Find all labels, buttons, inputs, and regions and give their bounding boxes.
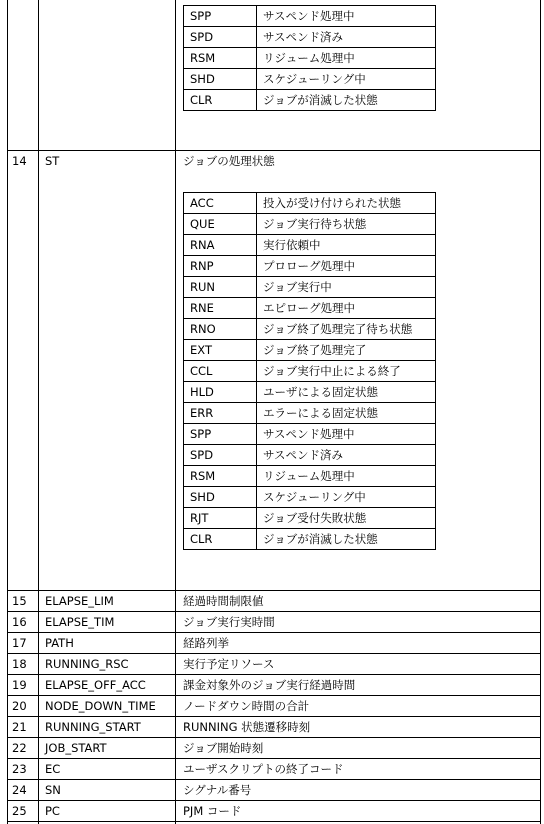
row-number: 17 [12,636,27,650]
st-status-desc: ジョブ終了処理完了待ち状態 [263,322,413,336]
st-status-code: RNO [190,322,216,336]
st-status-code: SPP [190,427,212,441]
row-description: 実行予定リソース [183,657,275,671]
st-status-code: SPD [190,448,214,462]
row-name: JOB_START [45,741,107,755]
row-14-name: ST [45,154,60,168]
row-description: RUNNING 状態遷移時刻 [183,720,311,734]
row-number: 20 [12,699,27,713]
row-number: 22 [12,741,27,755]
st-status-row-line [183,423,436,424]
top-status-row-line [183,110,436,111]
row-description: ノードダウン時間の合計 [183,699,310,713]
top-status-code: CLR [190,93,213,107]
st-status-desc: サスペンド処理中 [263,427,355,441]
row-name: PATH [45,636,74,650]
st-status-desc: リジューム処理中 [263,469,355,483]
table-row-divider [7,737,541,738]
top-status-desc: スケジューリング中 [263,72,366,86]
row-name: ELAPSE_LIM [45,594,114,608]
row-description: 経路列挙 [183,636,229,650]
st-status-desc: エラーによる固定状態 [263,406,378,420]
top-status-code: RSM [190,51,216,65]
st-status-desc: プロローグ処理中 [263,259,355,273]
row-divider-st-block [7,590,541,591]
table-row-divider [7,632,541,633]
st-status-desc: サスペンド済み [263,448,344,462]
st-status-code: RNP [190,259,214,273]
st-status-border-mid [256,192,257,549]
row-name: NODE_DOWN_TIME [45,699,156,713]
row-number: 19 [12,678,27,692]
st-status-row-line [183,381,436,382]
top-status-code: SPP [190,9,212,23]
st-status-desc: ジョブ終了処理完了 [263,343,367,357]
table-border-right [540,0,541,824]
st-status-code: SHD [190,490,215,504]
row-number: 24 [12,783,27,797]
row-number: 25 [12,804,27,818]
st-status-row-line [183,234,436,235]
table-row-divider [7,800,541,801]
st-status-code: RUN [190,280,216,294]
row-name: EC [45,762,61,776]
st-status-code: ACC [190,196,214,210]
st-status-row-line [183,465,436,466]
table-row-divider [7,821,541,822]
row-14-number: 14 [12,154,27,168]
st-status-desc: 投入が受け付けられた状態 [263,196,401,210]
st-status-code: EXT [190,343,212,357]
top-status-row-line [183,47,436,48]
top-status-row-line [183,26,436,27]
top-status-border-left [183,5,184,110]
table-row-divider [7,716,541,717]
st-status-desc: スケジューリング中 [263,490,366,504]
st-status-desc: ジョブが消滅した状態 [263,532,378,546]
st-status-desc: ジョブ実行中 [263,280,332,294]
table-row-divider [7,653,541,654]
st-status-row-line [183,486,436,487]
st-status-row-line [183,297,436,298]
table-border-col1 [38,0,39,824]
st-status-code: QUE [190,217,215,231]
st-status-desc: 実行依頼中 [263,238,321,252]
top-status-desc: リジューム処理中 [263,51,355,65]
row-divider-top-block [7,150,541,151]
st-status-row-line [183,402,436,403]
st-status-row-line [183,507,436,508]
st-status-code: RNE [190,301,214,315]
st-status-code: CLR [190,532,213,546]
st-status-row-line [183,339,436,340]
row-name: ELAPSE_OFF_ACC [45,678,146,692]
row-name: RUNNING_START [45,720,141,734]
row-description: 経過時間制限値 [183,594,264,608]
row-name: RUNNING_RSC [45,657,129,671]
st-status-desc: ユーザによる固定状態 [263,385,378,399]
row-description: シグナル番号 [183,783,252,797]
st-status-row-line [183,318,436,319]
st-status-row-line [183,276,436,277]
table-border-col2 [175,0,176,824]
table-row-divider [7,611,541,612]
top-status-row-line [183,68,436,69]
row-number: 18 [12,657,27,671]
top-status-desc: サスペンド済み [263,30,344,44]
st-status-row-line [183,192,436,193]
st-status-row-line [183,444,436,445]
row-number: 21 [12,720,27,734]
table-row-divider [7,674,541,675]
st-status-desc: ジョブ受付失敗状態 [263,511,367,525]
top-status-code: SHD [190,72,215,86]
st-status-row-line [183,255,436,256]
st-status-border-left [183,192,184,549]
table-row-divider [7,695,541,696]
top-status-desc: ジョブが消滅した状態 [263,93,378,107]
st-status-row-line [183,528,436,529]
st-status-code: RJT [190,511,209,525]
row-name: SN [45,783,61,797]
top-status-border-mid [256,5,257,110]
top-status-row-line [183,5,436,6]
st-status-code: HLD [190,385,214,399]
row-14-description: ジョブの処理状態 [183,154,275,168]
st-status-desc: ジョブ実行中止による終了 [263,364,401,378]
st-status-desc: ジョブ実行待ち状態 [263,217,367,231]
row-number: 16 [12,615,27,629]
st-status-code: ERR [190,406,214,420]
st-status-border-right [435,192,436,549]
st-status-row-line [183,549,436,550]
top-status-desc: サスペンド処理中 [263,9,355,23]
top-status-border-right [435,5,436,110]
top-status-row-line [183,89,436,90]
top-status-code: SPD [190,30,214,44]
row-name: ELAPSE_TIM [45,615,115,629]
table-row-divider [7,758,541,759]
row-number: 23 [12,762,27,776]
row-description: ジョブ開始時刻 [183,741,264,755]
row-description: ユーザスクリプトの終了コード [183,762,344,776]
st-status-desc: エピローグ処理中 [263,301,355,315]
row-description: ジョブ実行実時間 [183,615,275,629]
st-status-code: RSM [190,469,216,483]
st-status-row-line [183,360,436,361]
row-number: 15 [12,594,27,608]
row-description: PJM コード [183,804,242,818]
st-status-code: RNA [190,238,215,252]
st-status-code: CCL [190,364,213,378]
st-status-row-line [183,213,436,214]
table-border-left [7,0,8,824]
table-row-divider [7,779,541,780]
row-name: PC [45,804,60,818]
row-description: 課金対象外のジョブ実行経過時間 [183,678,356,692]
